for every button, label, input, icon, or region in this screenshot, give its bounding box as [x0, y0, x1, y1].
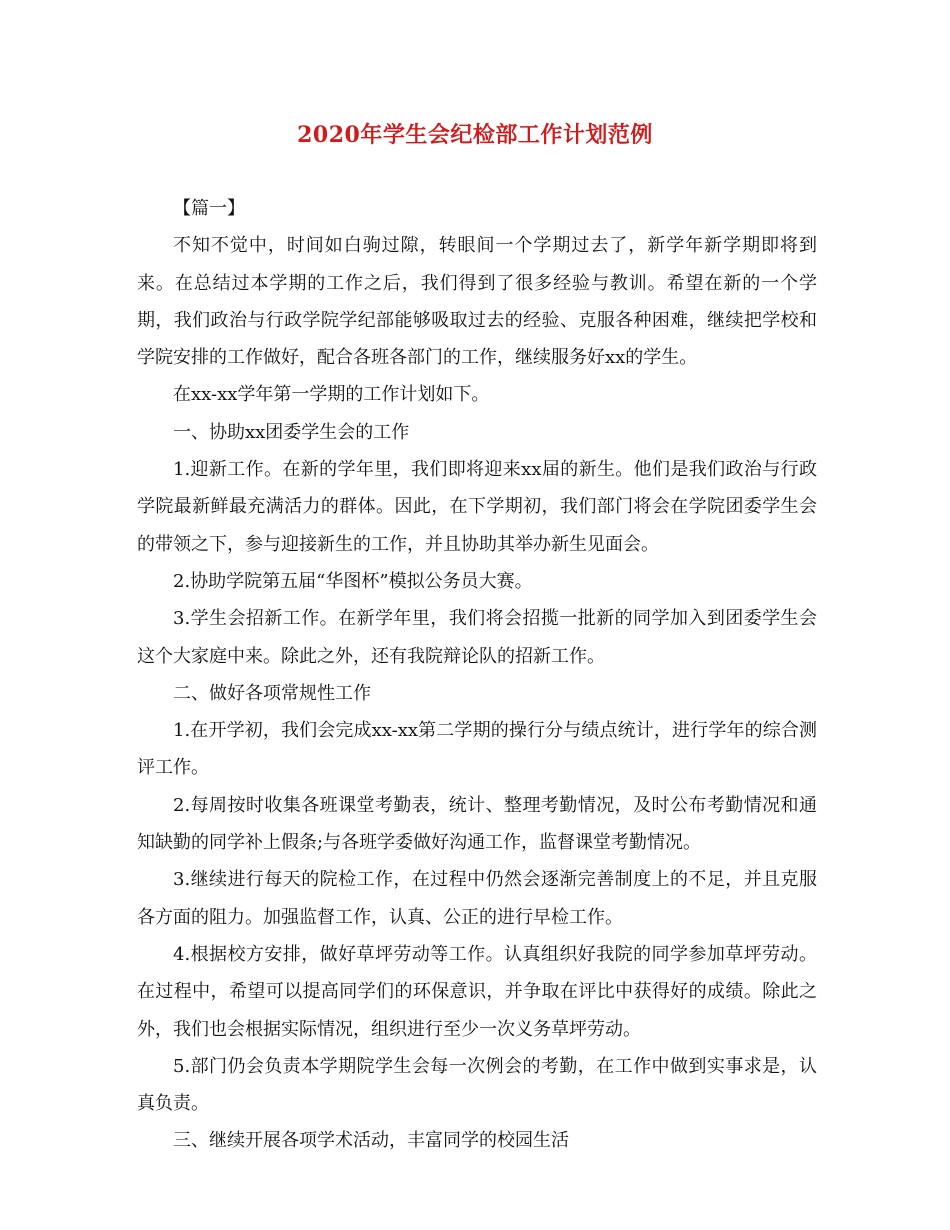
- paragraph: 1.在开学初，我们会完成xx-xx第二学期的操行分与绩点统计，进行学年的综合测评工作。: [137, 720, 817, 779]
- section-heading: 一、协助xx团委学生会的工作: [173, 421, 410, 443]
- paragraph: 不知不觉中，时间如白驹过隙，转眼间一个学期过去了，新学年新学期即将到来。在总结过本学期的工作之后，我们得到了很多经验与教训。希望在新的一个学期，我们政治与行政学院学纪部能够吸取过去的经验、克服各种困难，继续把学校和学院安排的工作做好，配合各班各部门的工作，继续服务好xx的学生。: [137, 235, 817, 369]
- section-heading: 三、继续开展各项学术活动，丰富同学的校园生活: [173, 1130, 569, 1152]
- paragraph: 2.每周按时收集各班课堂考勤表，统计、整理考勤情况，及时公布考勤情况和通知缺勤的同学补上假条;与各班学委做好沟通工作，监督课堂考勤情况。: [137, 794, 817, 854]
- paragraph: 3.继续进行每天的院检工作，在过程中仍然会逐渐完善制度上的不足，并且克服各方面的阻力。加强监督工作，认真、公正的进行早检工作。: [137, 869, 817, 928]
- paragraph: 在xx-xx学年第一学期的工作计划如下。: [173, 384, 490, 406]
- page-title: 2020年学生会纪检部工作计划范例: [297, 122, 653, 148]
- paragraph: 3.学生会招新工作。在新学年里，我们将会招揽一批新的同学加入到团委学生会这个大家庭中来。除此之外，还有我院辩论队的招新工作。: [137, 608, 817, 667]
- document-body: [137, 190, 817, 1160]
- paragraph: 5.部门仍会负责本学期院学生会每一次例会的考勤，在工作中做到实事求是，认真负责。: [137, 1055, 817, 1115]
- section-heading: 二、做好各项常规性工作: [173, 682, 371, 704]
- paragraph: 4.根据校方安排，做好草坪劳动等工作。认真组织好我院的同学参加草坪劳动。在过程中，希望可以提高同学们的环保意识，并争取在评比中获得好的成绩。除此之外，我们也会根据实际情况，组织进行至少一次义务草坪劳动。: [137, 943, 817, 1040]
- paragraph: 2.协助学院第五届“华图杯”模拟公务员大赛。: [173, 570, 533, 592]
- section-label: 【篇一】: [173, 198, 245, 219]
- paragraph: 1.迎新工作。在新的学年里，我们即将迎来xx届的新生。他们是我们政治与行政学院最新鲜最充满活力的群体。因此，在下学期初，我们部门将会在学院团委学生会的带领之下，参与迎接新生的工作，并且协助其举办新生见面会。: [137, 459, 817, 555]
